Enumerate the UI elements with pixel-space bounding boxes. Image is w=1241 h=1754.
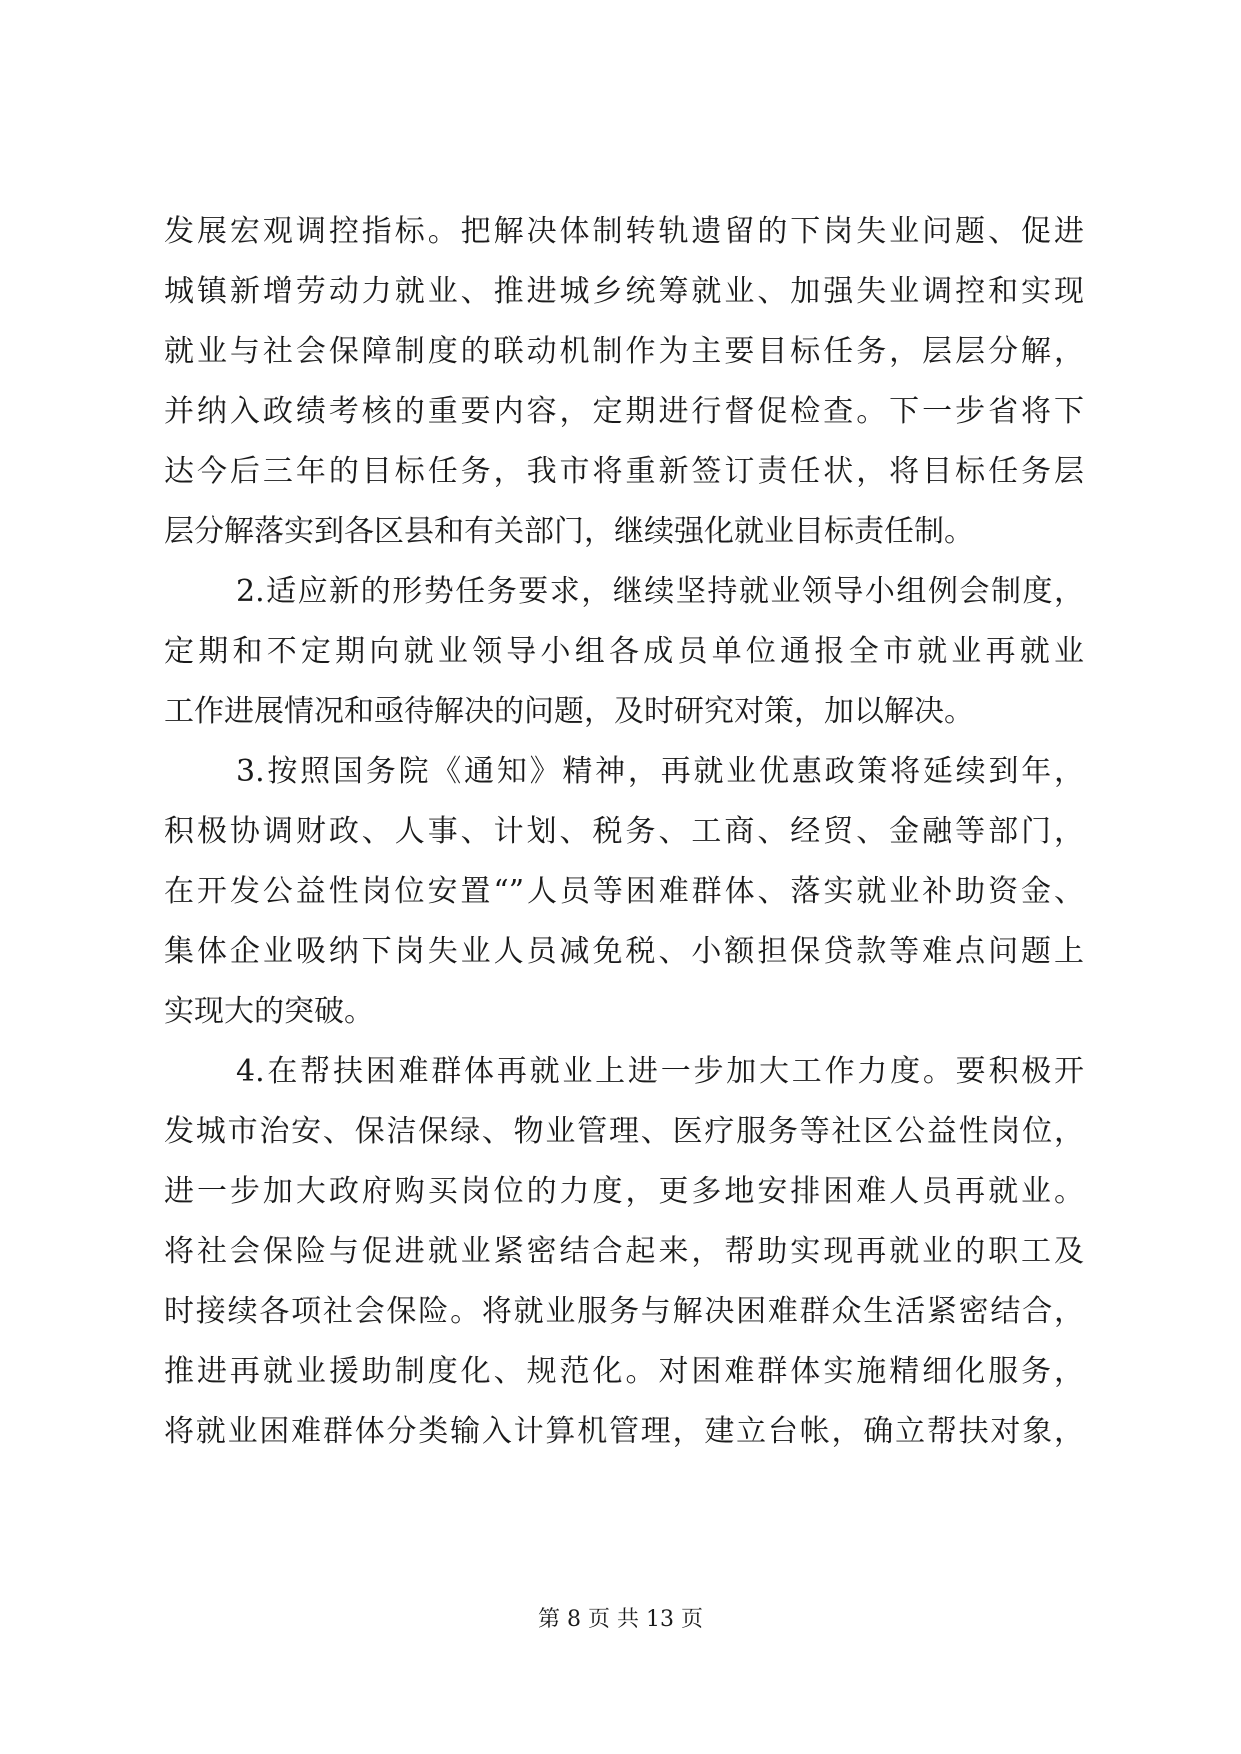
body-line: 集体企业吸纳下岗失业人员减免税、小额担保贷款等难点问题上: [164, 934, 1084, 969]
body-line: 城镇新增劳动力就业、推进城乡统筹就业、加强失业调控和实现: [164, 274, 1084, 309]
body-line: 定期和不定期向就业领导小组各成员单位通报全市就业再就业: [164, 634, 1084, 669]
body-line: 发城市治安、保洁保绿、物业管理、医疗服务等社区公益性岗位，: [164, 1114, 1084, 1149]
paragraph-2-start: 2.适应新的形势任务要求，继续坚持就业领导小组例会制度，: [236, 574, 1084, 609]
body-line: 实现大的突破。: [164, 994, 374, 1029]
body-line: 在开发公益性岗位安置“”人员等困难群体、落实就业补助资金、: [164, 874, 1084, 909]
body-line: 进一步加大政府购买岗位的力度，更多地安排困难人员再就业。: [164, 1174, 1084, 1209]
body-line: 将就业困难群体分类输入计算机管理，建立台帐，确立帮扶对象，: [164, 1414, 1084, 1449]
body-line: 将社会保险与促进就业紧密结合起来，帮助实现再就业的职工及: [164, 1234, 1084, 1269]
body-line: 就业与社会保障制度的联动机制作为主要目标任务，层层分解，: [164, 334, 1084, 369]
paragraph-4-start: 4.在帮扶困难群体再就业上进一步加大工作力度。要积极开: [236, 1054, 1084, 1089]
body-line: 时接续各项社会保险。将就业服务与解决困难群众生活紧密结合，: [164, 1294, 1084, 1329]
paragraph-3-start: 3.按照国务院《通知》精神，再就业优惠政策将延续到年，: [236, 754, 1084, 789]
body-line: 层分解落实到各区县和有关部门，继续强化就业目标责任制。: [164, 514, 974, 549]
page-footer: 第 8 页 共 13 页: [538, 1607, 703, 1632]
body-line: 发展宏观调控指标。把解决体制转轨遗留的下岗失业问题、促进: [164, 214, 1084, 249]
body-line: 推进再就业援助制度化、规范化。对困难群体实施精细化服务，: [164, 1354, 1084, 1389]
body-line: 积极协调财政、人事、计划、税务、工商、经贸、金融等部门，: [164, 814, 1084, 849]
body-line: 并纳入政绩考核的重要内容，定期进行督促检查。下一步省将下: [164, 394, 1084, 429]
body-line: 达今后三年的目标任务，我市将重新签订责任状，将目标任务层: [164, 454, 1084, 489]
body-line: 工作进展情况和亟待解决的问题，及时研究对策，加以解决。: [164, 694, 974, 729]
